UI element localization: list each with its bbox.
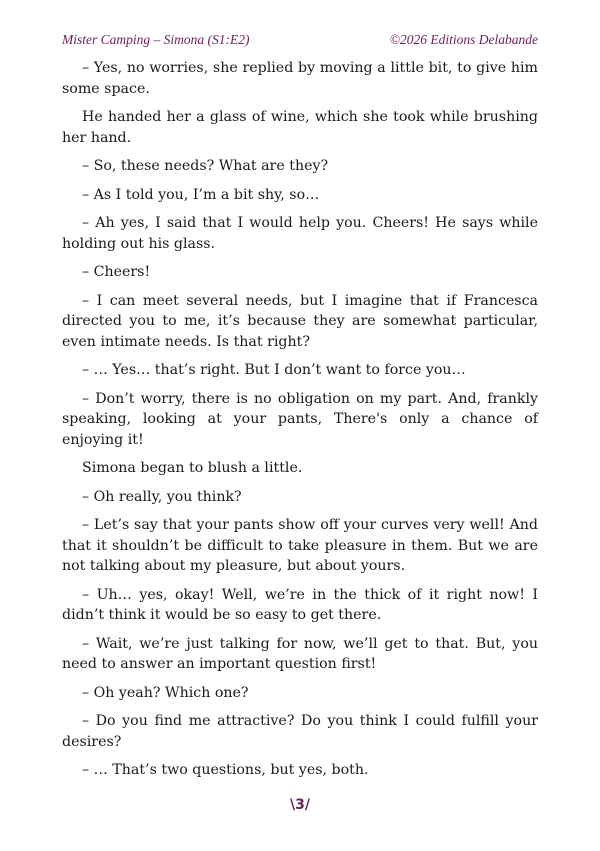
header-copyright: ©2026 Editions Delabande <box>389 32 538 47</box>
paragraph: – Uh… yes, okay! Well, we’re in the thick of it right now! I didn’t think it would be so easy to get there. <box>62 586 538 623</box>
paragraph: Simona began to blush a little. <box>82 460 303 476</box>
paragraph: – … That’s two questions, but yes, both. <box>82 762 369 778</box>
paragraph: – Ah yes, I said that I would help you. Cheers! He says while holding out his glass. <box>62 215 538 252</box>
paragraph: – Oh really, you think? <box>82 488 242 505</box>
header-title: Mister Camping – Simona (S1:E2) <box>62 32 250 47</box>
paragraph: – Let’s say that your pants show off your curves very well! And that it shouldn’t be difficult to take pleasure in them. But we are not talking about my pleasure, but about yours. <box>62 517 538 574</box>
paragraph: – Don’t worry, there is no obligation on my part. And, frankly speaking, looking at your pants, There's only a chance of enjoying it! <box>62 390 538 448</box>
paragraph: – Cheers! <box>82 264 151 280</box>
paragraph: – Oh yeah? Which one? <box>82 684 249 701</box>
paragraph: – Do you find me attractive? Do you think I could fulfill your desires? <box>62 713 538 750</box>
paragraph: He handed her a glass of wine, which she took while brushing her hand. <box>62 109 538 146</box>
paragraph: – As I told you, I’m a bit shy, so… <box>82 186 320 203</box>
paragraph: – Yes, no worries, she replied by moving a little bit, to give him some space. <box>62 60 538 97</box>
body-text <box>62 58 538 789</box>
paragraph: – Wait, we’re just talking for now, we’ll get to that. But, you need to answer an important question first! <box>62 635 538 672</box>
page-number: \3/ <box>290 797 310 813</box>
running-header <box>62 32 538 48</box>
paragraph: – … Yes… that’s right. But I don’t want to force you… <box>82 362 466 378</box>
paragraph: – I can meet several needs, but I imagine that if Francesca directed you to me, it’s because they are somewhat particular, even intimate needs. Is that right? <box>62 292 538 350</box>
paragraph: – So, these needs? What are they? <box>82 158 329 174</box>
